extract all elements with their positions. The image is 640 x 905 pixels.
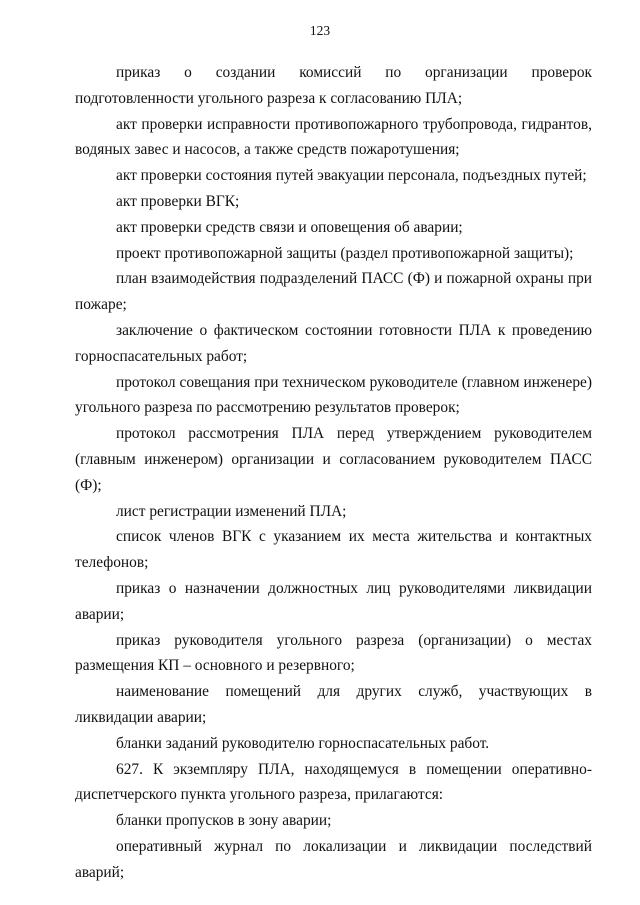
paragraph-18: бланки пропусков в зону аварии; [116, 812, 332, 830]
document-body [75, 60, 592, 886]
paragraph-19: оперативный журнал по локализации и ликвидации последствий аварий; [75, 837, 592, 881]
page-number: 123 [309, 23, 331, 38]
paragraph-16: бланки заданий руководителю горноспасательных работ. [116, 734, 490, 752]
paragraph-8: заключение о фактическом состоянии готовности ПЛА к проведению горноспасательных работ; [75, 321, 592, 365]
paragraph-5: акт проверки средств связи и оповещения об аварии; [116, 218, 463, 236]
paragraph-15: наименование помещений для других служб, участвующих в ликвидации аварии; [75, 683, 592, 726]
paragraph-3: акт проверки состояния путей эвакуации персонала, подъездных путей; [116, 167, 587, 185]
paragraph-7: план взаимодействия подразделений ПАСС (Ф) и пожарной охраны при пожаре; [75, 270, 592, 314]
paragraph-2: акт проверки исправности противопожарного трубопровода, гидрантов, водяных завес и насосов, а также средств пожаротушения; [75, 115, 592, 159]
paragraph-10: протокол рассмотрения ПЛА перед утверждением руководителем (главным инженером) организации и согласованием руководителем ПАСС (Ф); [75, 425, 592, 494]
paragraph-17: 627. К экземпляру ПЛА, находящемуся в помещении оперативно-диспетчерского пункта угольного разреза, прилагаются: [75, 760, 592, 804]
paragraph-1: приказ о создании комиссий по организации проверок подготовленности угольного разреза к согласованию ПЛА; [75, 64, 592, 107]
paragraph-13: приказ о назначении должностных лиц руководителями ликвидации аварии; [75, 579, 592, 623]
paragraph-11: лист регистрации изменений ПЛА; [116, 502, 347, 520]
paragraph-6: проект противопожарной защиты (раздел противопожарной защиты); [116, 244, 574, 262]
paragraph-14: приказ руководителя угольного разреза (организации) о местах размещения КП – основного и резервного; [75, 631, 592, 675]
paragraph-12: список членов ВГК с указанием их места жительства и контактных телефонов; [75, 528, 592, 572]
paragraph-9: протокол совещания при техническом руководителе (главном инженере) угольного разреза по рассмотрению результатов проверок; [75, 373, 592, 417]
paragraph-4: акт проверки ВГК; [116, 192, 240, 210]
